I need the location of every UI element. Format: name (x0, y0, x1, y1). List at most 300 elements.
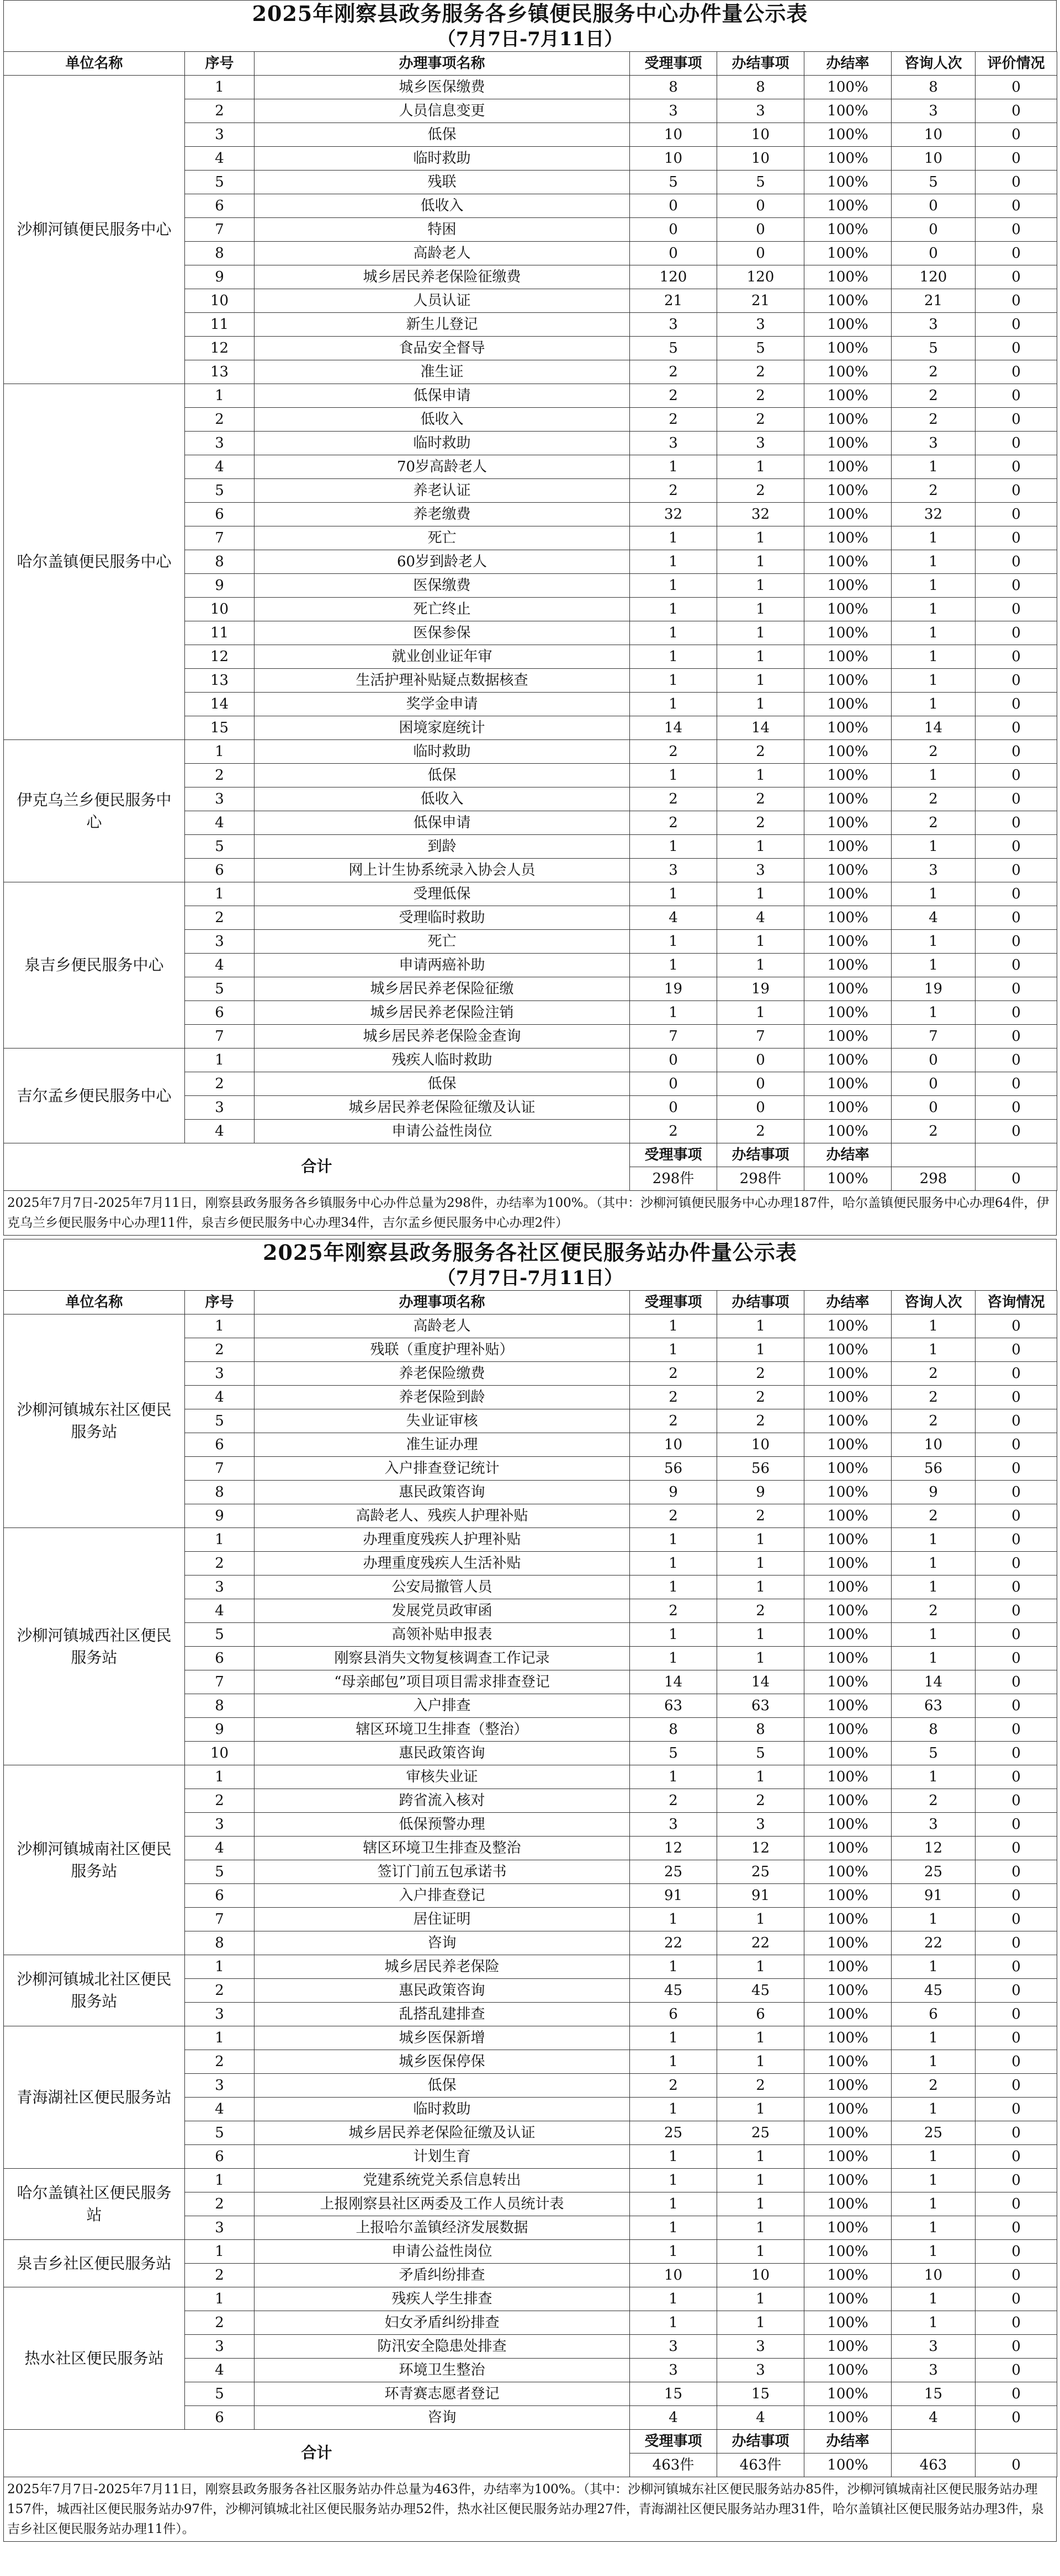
evaluation: 0 (976, 147, 1057, 171)
received-count: 120 (630, 265, 717, 289)
item-name: 临时救助 (255, 147, 630, 171)
received-count: 5 (630, 1742, 717, 1765)
table-row (4, 2026, 1057, 2050)
consult-count: 1 (892, 1552, 976, 1576)
completion-rate: 100% (804, 1120, 892, 1143)
evaluation: 0 (976, 76, 1057, 99)
row-number: 1 (185, 1049, 255, 1072)
received-count: 1 (630, 2311, 717, 2335)
evaluation: 0 (976, 1049, 1057, 1072)
item-name: 城乡居民养老保险金查询 (255, 1025, 630, 1049)
evaluation: 0 (976, 574, 1057, 598)
row-number: 5 (185, 2121, 255, 2145)
table-row (4, 1528, 1057, 1552)
completion-rate: 100% (804, 2074, 892, 2098)
consult-count: 8 (892, 76, 976, 99)
consult-count: 14 (892, 716, 976, 740)
received-count: 1 (630, 2287, 717, 2311)
evaluation: 0 (976, 360, 1057, 384)
received-count: 32 (630, 503, 717, 526)
item-name: 养老保险到龄 (255, 1386, 630, 1409)
consult-count: 0 (892, 1072, 976, 1096)
item-name: 临时救助 (255, 740, 630, 764)
received-count: 1 (630, 1765, 717, 1789)
row-number: 10 (185, 289, 255, 313)
evaluation: 0 (976, 1955, 1057, 1979)
row-number: 7 (185, 218, 255, 242)
row-number: 7 (185, 526, 255, 550)
blank-cell (892, 2430, 976, 2453)
completion-rate: 100% (804, 1314, 892, 1338)
row-number: 2 (185, 1979, 255, 2003)
received-count: 0 (630, 1096, 717, 1120)
evaluation: 0 (976, 2192, 1057, 2216)
completion-rate: 100% (804, 2003, 892, 2026)
completed-count: 1 (717, 1647, 804, 1670)
row-number: 3 (185, 2335, 255, 2359)
item-name: 辖区环境卫生排查及整治 (255, 1837, 630, 1860)
row-number: 8 (185, 1931, 255, 1955)
unit-name: 哈尔盖镇社区便民服务站 (4, 2169, 185, 2240)
received-count: 1 (630, 669, 717, 693)
unit-name: 泉吉乡便民服务中心 (4, 882, 185, 1049)
consult-count: 56 (892, 1457, 976, 1481)
evaluation: 0 (976, 123, 1057, 147)
row-number: 5 (185, 1409, 255, 1433)
completed-count: 10 (717, 147, 804, 171)
completed-count: 2 (717, 1409, 804, 1433)
completed-count: 1 (717, 1338, 804, 1362)
row-number: 9 (185, 574, 255, 598)
completion-rate: 100% (804, 1481, 892, 1504)
completion-rate: 100% (804, 76, 892, 99)
completed-count: 4 (717, 906, 804, 930)
consult-count: 14 (892, 1670, 976, 1694)
received-count: 0 (630, 194, 717, 218)
evaluation: 0 (976, 408, 1057, 432)
completed-count: 1 (717, 1528, 804, 1552)
received-count: 0 (630, 1049, 717, 1072)
completion-rate: 100% (804, 194, 892, 218)
total-consult: 298 (892, 1167, 976, 1191)
consult-count: 2 (892, 1789, 976, 1813)
evaluation: 0 (976, 313, 1057, 337)
item-name: 防汛安全隐患处排查 (255, 2335, 630, 2359)
received-count: 3 (630, 2335, 717, 2359)
evaluation: 0 (976, 2406, 1057, 2430)
completed-count: 25 (717, 2121, 804, 2145)
row-number: 5 (185, 1860, 255, 1884)
evaluation: 0 (976, 1096, 1057, 1120)
row-number: 10 (185, 598, 255, 621)
completed-count: 1 (717, 598, 804, 621)
consult-count: 1 (892, 2216, 976, 2240)
row-number: 3 (185, 1576, 255, 1599)
received-count: 1 (630, 835, 717, 859)
completed-count: 1 (717, 1552, 804, 1576)
item-name: 死亡 (255, 526, 630, 550)
consult-count: 1 (892, 2026, 976, 2050)
item-name: 城乡居民养老保险征缴及认证 (255, 1096, 630, 1120)
received-count: 3 (630, 313, 717, 337)
item-name: 申请公益性岗位 (255, 2240, 630, 2264)
completed-count: 32 (717, 503, 804, 526)
received-count: 1 (630, 882, 717, 906)
item-name: 低收入 (255, 408, 630, 432)
evaluation: 0 (976, 2359, 1057, 2382)
received-count: 10 (630, 147, 717, 171)
consult-count: 1 (892, 835, 976, 859)
total-header-row (4, 2430, 1057, 2453)
completion-rate: 100% (804, 432, 892, 455)
evaluation: 0 (976, 289, 1057, 313)
completion-rate: 100% (804, 1694, 892, 1718)
received-count: 2 (630, 1789, 717, 1813)
item-name: 城乡居民养老保险注销 (255, 1001, 630, 1025)
completion-rate: 100% (804, 1025, 892, 1049)
consult-count: 1 (892, 1908, 976, 1931)
completion-rate: 100% (804, 787, 892, 811)
evaluation: 0 (976, 2050, 1057, 2074)
completed-count: 1 (717, 2216, 804, 2240)
consult-count: 2 (892, 811, 976, 835)
row-number: 7 (185, 1025, 255, 1049)
item-name: 特困 (255, 218, 630, 242)
consult-count: 10 (892, 2264, 976, 2287)
completed-count: 1 (717, 2026, 804, 2050)
consult-count: 0 (892, 1096, 976, 1120)
total-rate: 100% (804, 2453, 892, 2477)
unit-name: 泉吉乡社区便民服务站 (4, 2240, 185, 2287)
item-name: 居住证明 (255, 1908, 630, 1931)
completed-count: 1 (717, 930, 804, 954)
row-number: 3 (185, 787, 255, 811)
blank-cell (976, 1143, 1057, 1167)
row-number: 1 (185, 2026, 255, 2050)
column-header: 办结率 (804, 52, 892, 76)
evaluation: 0 (976, 1504, 1057, 1528)
row-number: 4 (185, 811, 255, 835)
consult-count: 1 (892, 574, 976, 598)
item-name: 城乡医保停保 (255, 2050, 630, 2074)
column-header: 序号 (185, 52, 255, 76)
received-count: 1 (630, 550, 717, 574)
completion-rate: 100% (804, 1765, 892, 1789)
consult-count: 6 (892, 2003, 976, 2026)
completion-rate: 100% (804, 1860, 892, 1884)
completion-rate: 100% (804, 526, 892, 550)
completed-count: 1 (717, 2098, 804, 2121)
item-name: 刚察县消失文物复核调查工作记录 (255, 1647, 630, 1670)
completion-rate: 100% (804, 2335, 892, 2359)
item-name: 失业证审核 (255, 1409, 630, 1433)
consult-count: 12 (892, 1837, 976, 1860)
evaluation: 0 (976, 2240, 1057, 2264)
evaluation: 0 (976, 218, 1057, 242)
item-name: 低保预警办理 (255, 1813, 630, 1837)
completion-rate: 100% (804, 2359, 892, 2382)
table-row (4, 2240, 1057, 2264)
evaluation: 0 (976, 1884, 1057, 1908)
item-name: 低收入 (255, 194, 630, 218)
completed-count: 1 (717, 1623, 804, 1647)
completed-count: 3 (717, 2359, 804, 2382)
item-name: 上报刚察县社区两委及工作人员统计表 (255, 2192, 630, 2216)
evaluation: 0 (976, 1120, 1057, 1143)
consult-count: 1 (892, 455, 976, 479)
completed-count: 10 (717, 123, 804, 147)
completion-rate: 100% (804, 1931, 892, 1955)
column-header: 咨询人次 (892, 52, 976, 76)
row-number: 6 (185, 503, 255, 526)
completed-count: 1 (717, 1576, 804, 1599)
completion-rate: 100% (804, 930, 892, 954)
evaluation: 0 (976, 1813, 1057, 1837)
completed-count: 1 (717, 954, 804, 977)
row-number: 3 (185, 930, 255, 954)
completed-count: 2 (717, 384, 804, 408)
completed-count: 2 (717, 811, 804, 835)
item-name: 临时救助 (255, 2098, 630, 2121)
total-rate: 100% (804, 1167, 892, 1191)
received-count: 63 (630, 1694, 717, 1718)
completed-count: 10 (717, 1433, 804, 1457)
table-row (4, 1049, 1057, 1072)
received-count: 1 (630, 455, 717, 479)
row-number: 1 (185, 2240, 255, 2264)
item-name: 受理临时救助 (255, 906, 630, 930)
row-number: 3 (185, 2216, 255, 2240)
row-number: 7 (185, 1457, 255, 1481)
row-number: 5 (185, 977, 255, 1001)
completed-count: 63 (717, 1694, 804, 1718)
row-number: 4 (185, 1386, 255, 1409)
consult-count: 3 (892, 2359, 976, 2382)
completion-rate: 100% (804, 2026, 892, 2050)
evaluation: 0 (976, 1001, 1057, 1025)
row-number: 1 (185, 1314, 255, 1338)
consult-count: 22 (892, 1931, 976, 1955)
completion-rate: 100% (804, 1979, 892, 2003)
evaluation: 0 (976, 811, 1057, 835)
item-name: 残疾人学生排查 (255, 2287, 630, 2311)
completed-count: 5 (717, 1742, 804, 1765)
item-name: 残联 (255, 171, 630, 194)
item-name: 计划生育 (255, 2145, 630, 2169)
consult-count: 10 (892, 123, 976, 147)
row-number: 6 (185, 2145, 255, 2169)
item-name: 高龄老人、残疾人护理补贴 (255, 1504, 630, 1528)
completion-rate: 100% (804, 716, 892, 740)
item-name: 低保申请 (255, 811, 630, 835)
received-count: 1 (630, 1647, 717, 1670)
consult-count: 4 (892, 906, 976, 930)
item-name: 人员认证 (255, 289, 630, 313)
consult-count: 2 (892, 1599, 976, 1623)
evaluation: 0 (976, 1433, 1057, 1457)
received-count: 8 (630, 1718, 717, 1742)
total-label: 合计 (4, 2430, 630, 2477)
consult-count: 1 (892, 1623, 976, 1647)
evaluation: 0 (976, 1025, 1057, 1049)
completion-rate: 100% (804, 2169, 892, 2192)
received-count: 1 (630, 645, 717, 669)
received-count: 0 (630, 1072, 717, 1096)
completion-rate: 100% (804, 1362, 892, 1386)
received-count: 1 (630, 1001, 717, 1025)
received-count: 2 (630, 787, 717, 811)
evaluation: 0 (976, 716, 1057, 740)
item-name: 人员信息变更 (255, 99, 630, 123)
consult-count: 1 (892, 2050, 976, 2074)
item-name: 办理重度残疾人护理补贴 (255, 1528, 630, 1552)
received-count: 10 (630, 2264, 717, 2287)
completion-rate: 100% (804, 598, 892, 621)
consult-count: 1 (892, 1528, 976, 1552)
completed-count: 1 (717, 550, 804, 574)
evaluation: 0 (976, 1765, 1057, 1789)
row-number: 2 (185, 99, 255, 123)
completed-count: 1 (717, 621, 804, 645)
table2-subtitle: （7月7日-7月11日） (3, 1266, 1057, 1290)
evaluation: 0 (976, 1623, 1057, 1647)
row-number: 3 (185, 2003, 255, 2026)
completion-rate: 100% (804, 1884, 892, 1908)
table1-footnote: 2025年7月7日-2025年7月11日，刚察县政务服务各乡镇服务中心办件总量为298件，办结率为100%。（其中：沙柳河镇便民服务中心办理187件，哈尔盖镇便民服务中心办理64件，伊克乌兰乡便民服务中心办理11件，泉吉乡便民服务中心办理34件，吉尔孟乡便民服务中心办理2件） (3, 1191, 1057, 1236)
received-count: 3 (630, 859, 717, 882)
item-name: 党建系统党关系信息转出 (255, 2169, 630, 2192)
consult-count: 1 (892, 2145, 976, 2169)
received-count: 3 (630, 99, 717, 123)
consult-count: 1 (892, 1576, 976, 1599)
completion-rate: 100% (804, 2050, 892, 2074)
completion-rate: 100% (804, 859, 892, 882)
completed-count: 1 (717, 526, 804, 550)
row-number: 5 (185, 1623, 255, 1647)
item-name: 城乡居民养老保险 (255, 1955, 630, 1979)
completion-rate: 100% (804, 1813, 892, 1837)
row-number: 6 (185, 1647, 255, 1670)
completion-rate: 100% (804, 1552, 892, 1576)
completion-rate: 100% (804, 645, 892, 669)
consult-count: 2 (892, 1362, 976, 1386)
row-number: 9 (185, 265, 255, 289)
completed-count: 2 (717, 1599, 804, 1623)
completed-count: 1 (717, 2192, 804, 2216)
item-name: 残疾人临时救助 (255, 1049, 630, 1072)
completed-count: 0 (717, 242, 804, 265)
completed-count: 1 (717, 2240, 804, 2264)
total-received-header: 受理事项 (630, 1143, 717, 1167)
received-count: 1 (630, 1908, 717, 1931)
item-name: 申请公益性岗位 (255, 1120, 630, 1143)
row-number: 12 (185, 337, 255, 360)
received-count: 2 (630, 1504, 717, 1528)
completed-count: 21 (717, 289, 804, 313)
item-name: 入户排查登记统计 (255, 1457, 630, 1481)
item-name: 准生证办理 (255, 1433, 630, 1457)
item-name: 临时救助 (255, 432, 630, 455)
evaluation: 0 (976, 1409, 1057, 1433)
completed-count: 1 (717, 1908, 804, 1931)
evaluation: 0 (976, 2264, 1057, 2287)
item-name: 死亡终止 (255, 598, 630, 621)
item-name: 城乡居民养老保险征缴费 (255, 265, 630, 289)
item-name: 70岁高龄老人 (255, 455, 630, 479)
completed-count: 12 (717, 1837, 804, 1860)
evaluation: 0 (976, 1338, 1057, 1362)
evaluation: 0 (976, 2216, 1057, 2240)
completion-rate: 100% (804, 2382, 892, 2406)
evaluation: 0 (976, 764, 1057, 787)
table1-subtitle: （7月7日-7月11日） (3, 27, 1057, 51)
completed-count: 4 (717, 2406, 804, 2430)
total-eval: 0 (976, 2453, 1057, 2477)
evaluation: 0 (976, 906, 1057, 930)
row-number: 4 (185, 455, 255, 479)
completion-rate: 100% (804, 811, 892, 835)
completed-count: 5 (717, 337, 804, 360)
township-service-table (3, 51, 1057, 1191)
received-count: 1 (630, 764, 717, 787)
received-count: 1 (630, 2098, 717, 2121)
consult-count: 1 (892, 930, 976, 954)
evaluation: 0 (976, 2026, 1057, 2050)
received-count: 7 (630, 1025, 717, 1049)
row-number: 9 (185, 1504, 255, 1528)
item-name: 准生证 (255, 360, 630, 384)
consult-count: 3 (892, 859, 976, 882)
completed-count: 45 (717, 1979, 804, 2003)
evaluation: 0 (976, 2287, 1057, 2311)
item-name: 低收入 (255, 787, 630, 811)
completion-rate: 100% (804, 2287, 892, 2311)
row-number: 5 (185, 835, 255, 859)
received-count: 14 (630, 716, 717, 740)
item-name: 入户排查登记 (255, 1884, 630, 1908)
received-count: 3 (630, 2359, 717, 2382)
total-received-header: 受理事项 (630, 2430, 717, 2453)
item-name: 低保申请 (255, 384, 630, 408)
column-header: 受理事项 (630, 52, 717, 76)
consult-count: 4 (892, 2406, 976, 2430)
evaluation: 0 (976, 479, 1057, 503)
row-number: 9 (185, 1718, 255, 1742)
completed-count: 1 (717, 1001, 804, 1025)
consult-count: 21 (892, 289, 976, 313)
completed-count: 0 (717, 1096, 804, 1120)
item-name: 妇女矛盾纠纷排查 (255, 2311, 630, 2335)
row-number: 13 (185, 360, 255, 384)
completion-rate: 100% (804, 1742, 892, 1765)
item-name: 养老认证 (255, 479, 630, 503)
consult-count: 1 (892, 1647, 976, 1670)
completed-count: 1 (717, 1955, 804, 1979)
completion-rate: 100% (804, 1837, 892, 1860)
row-number: 8 (185, 1694, 255, 1718)
item-name: 死亡 (255, 930, 630, 954)
completed-count: 2 (717, 2074, 804, 2098)
received-count: 2 (630, 1386, 717, 1409)
table-row (4, 1314, 1057, 1338)
received-count: 1 (630, 1955, 717, 1979)
completed-count: 10 (717, 2264, 804, 2287)
evaluation: 0 (976, 1670, 1057, 1694)
row-number: 1 (185, 2169, 255, 2192)
completion-rate: 100% (804, 218, 892, 242)
received-count: 12 (630, 1837, 717, 1860)
table2-footnote: 2025年7月7日-2025年7月11日，刚察县政务服务各社区服务站办件总量为463件，办结率为100%。（其中：沙柳河镇城东社区便民服务站办85件，沙柳河镇城南社区便民服务站办理157件，城西社区便民服务站办97件，沙柳河镇城北社区便民服务站办理52件，热水社区便民服务站办理27件，青海湖社区便民服务站办理31件，哈尔盖镇社区便民服务站办理3件，泉吉乡社区便民服务站办理11件）。 (3, 2477, 1057, 2542)
